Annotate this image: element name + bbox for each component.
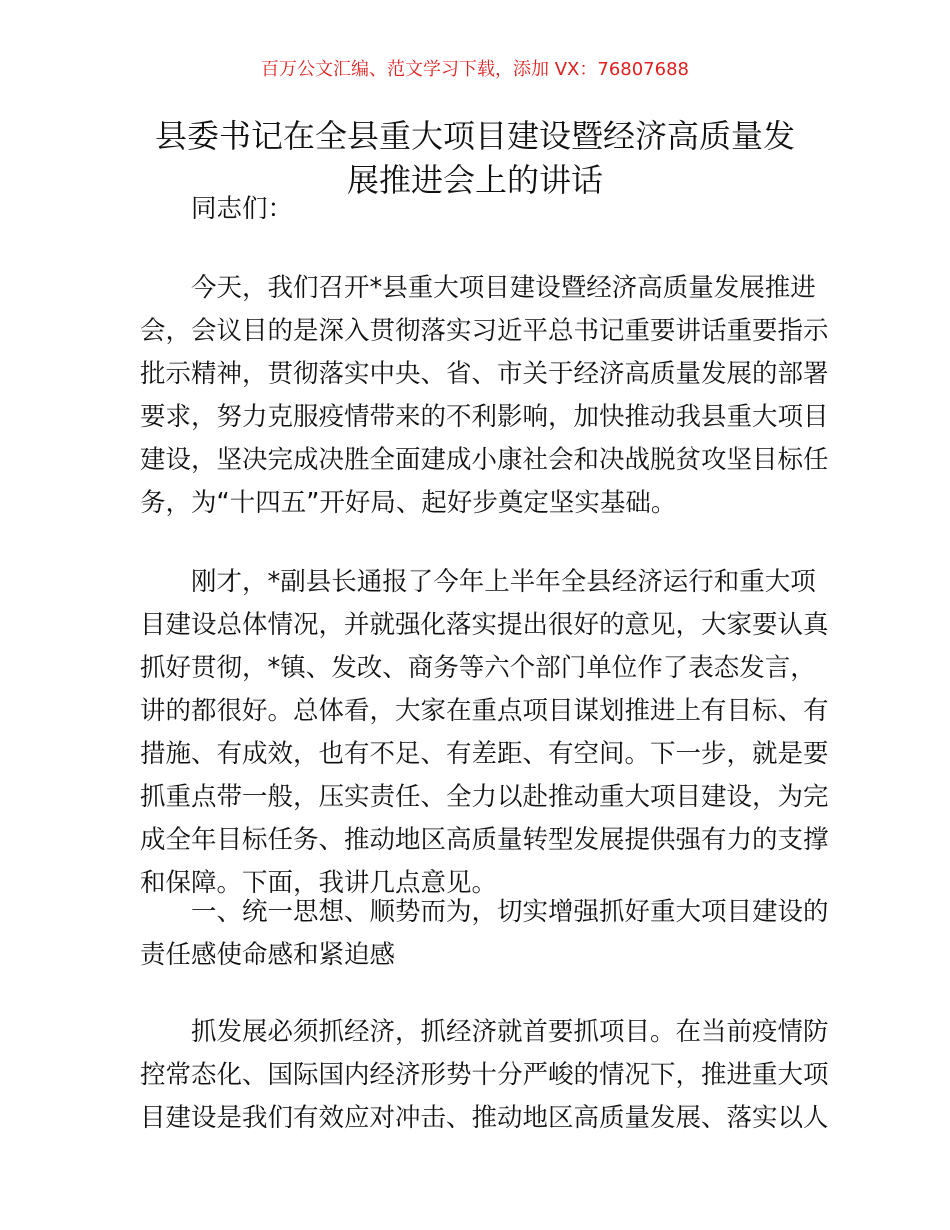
text-line: 成全年目标任务、推动地区高质量转型发展提供强有力的支撑 (140, 825, 829, 855)
text-line: 抓好贯彻，*镇、发改、商务等六个部门单位作了表态发言， (140, 653, 816, 683)
text-line: 今天，我们召开*县重大项目建设暨经济高质量发展推进 (191, 273, 816, 303)
text-line: 刚才，*副县长通报了今年上半年全县经济运行和重大项 (191, 567, 816, 597)
text-line: 建设，坚决完成决胜全面建成小康社会和决战脱贫攻坚目标任 (140, 445, 829, 475)
paragraph-1 (140, 267, 829, 525)
text-line: 要求，努力克服疫情带来的不利影响，加快推动我县重大项目 (140, 402, 829, 432)
text-line: 目建设总体情况，并就强化落实提出很好的意见，大家要认真 (140, 610, 829, 640)
text-line: 抓重点带一般，压实责任、全力以赴推动重大项目建设，为完 (140, 782, 829, 812)
text-line: 抓发展必须抓经济，抓经济就首要抓项目。在当前疫情防 (191, 1017, 829, 1047)
text-line: 会，会议目的是深入贯彻落实习近平总书记重要讲话重要指示 (140, 316, 829, 346)
title-line: 展推进会上的讲话 (346, 161, 603, 199)
title-line: 县委书记在全县重大项目建设暨经济高质量发 (154, 117, 795, 155)
text-line: 讲的都很好。总体看，大家在重点项目谋划推进上有目标、有 (140, 696, 829, 726)
salutation (140, 188, 820, 231)
header-notice: 百万公文汇编、范文学习下载，添加 VX：76807688 (261, 59, 689, 80)
paragraph-2 (140, 561, 829, 905)
text-line: 措施、有成效，也有不足、有差距、有空间。下一步，就是要 (140, 739, 829, 769)
text-line: 和保障。下面，我讲几点意见。 (140, 868, 498, 898)
text-line: 务，为“十四五”开好局、起好步奠定坚实基础。 (140, 488, 677, 518)
paragraph-3 (140, 1011, 829, 1140)
text-line: 目建设是我们有效应对冲击、推动地区高质量发展、落实以人 (140, 1103, 829, 1133)
section-heading-1 (140, 891, 829, 977)
salutation-text: 同志们： (191, 194, 294, 224)
text-line: 批示精神，贯彻落实中央、省、市关于经济高质量发展的部署 (140, 359, 829, 389)
text-line: 责任感使命感和紧迫感 (140, 940, 396, 970)
text-line: 一、统一思想、顺势而为，切实增强抓好重大项目建设的 (191, 897, 829, 927)
text-line: 控常态化、国际国内经济形势十分严峻的情况下，推进重大项 (140, 1060, 829, 1090)
